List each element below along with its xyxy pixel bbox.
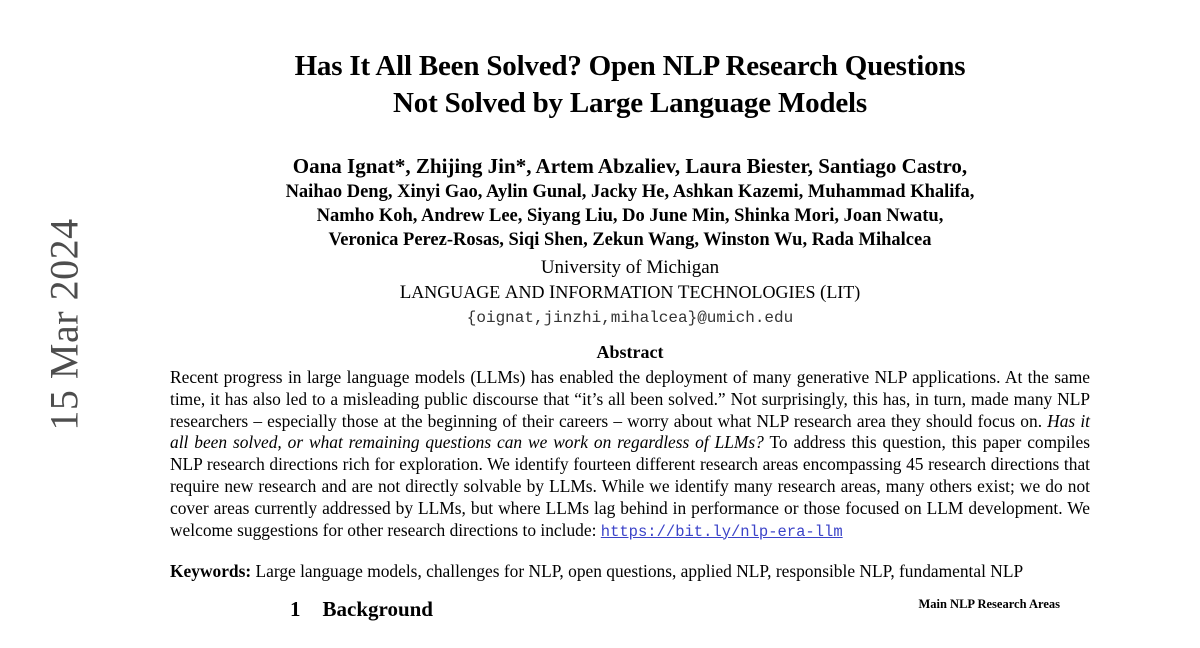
abstract-body	[170, 367, 1090, 543]
abstract-heading: Abstract	[596, 342, 664, 362]
keywords-label: Keywords:	[170, 561, 252, 582]
lab-name: LANGUAGE AND INFORMATION TECHNOLOGIES (LIT)	[399, 282, 861, 303]
abstract-text-part-1: Recent progress in large language models (LLMs) has enabled the deployment of many generative NLP applications. At the same time, it has also led to a misleading public discourse that “it’s all been solved.” Not surprisingly, this has, in turn, made many NLP researchers – especially those at the beginning of their careers – worry about what NLP research area they should focus on.	[170, 367, 1090, 431]
page-title-line-2: Not Solved by Large Language Models	[393, 87, 867, 119]
abstract-survey-link[interactable]: https://bit.ly/nlp-era-llm	[600, 522, 843, 541]
page-title	[110, 48, 1150, 122]
page-title-line-1: Has It All Been Solved? Open NLP Research Questions	[294, 50, 966, 82]
page-bottom-row	[170, 597, 1090, 622]
arxiv-date-stamp	[24, 0, 104, 648]
abstract-text-part-2: To address this question, this paper compiles NLP research directions rich for exploration. We identify fourteen different research areas encompassing 45 research directions that require new research and are not directly solvable by LLMs. While we identify many research areas, many others exist; we do not cover areas currently addressed by LLMs, but where LLMs lag behind in performance or those focused on LLM development. We welcome suggestions for other research directions to include:	[170, 432, 1090, 540]
section-heading-background	[290, 597, 433, 622]
contact-email: {oignat,jinzhi,mihalcea}@umich.edu	[466, 309, 794, 327]
author-line-4: Veronica Perez-Rosas, Siqi Shen, Zekun Wang, Winston Wu, Rada Mihalcea	[328, 230, 932, 250]
abstract-research-question: Has it all been solved, or what remaining questions can we work on regardless of LLMs?	[170, 410, 1090, 453]
section-title: Background	[322, 597, 433, 622]
keywords-value: Large language models, challenges for NLP, open questions, applied NLP, responsible NLP, fundamental NLP	[255, 561, 1024, 582]
keywords	[170, 561, 1090, 583]
author-line-1: Oana Ignat*, Zhijing Jin*, Artem Abzaliev, Laura Biester, Santiago Castro,	[292, 154, 968, 178]
affiliation: University of Michigan	[540, 257, 720, 278]
paper-page	[110, 0, 1150, 648]
author-line-2: Naihao Deng, Xinyi Gao, Aylin Gunal, Jacky He, Ashkan Kazemi, Muhammad Khalifa,	[285, 182, 975, 202]
author-line-3: Namho Koh, Andrew Lee, Siyang Liu, Do June Min, Shinka Mori, Joan Nwatu,	[316, 206, 944, 226]
section-number: 1	[290, 597, 301, 622]
figure-caption: Main NLP Research Areas	[918, 597, 1060, 612]
author-list	[110, 152, 1150, 252]
arxiv-date-stamp-text: 15 Mar 2024	[41, 217, 87, 431]
